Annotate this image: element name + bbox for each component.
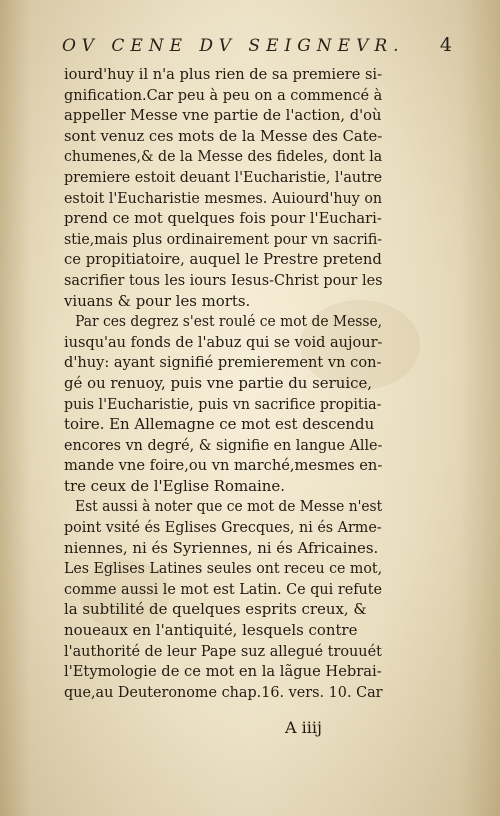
- text-line: niennes, ni és Syriennes, ni és Africaines.: [64, 538, 379, 557]
- text-line: point vsité és Eglises Grecques, ni és Arme-: [64, 518, 382, 537]
- text-line: l'Etymologie de ce mot en la lãgue Hebrai-: [64, 662, 382, 681]
- text-line: toire. En Allemagne ce mot est descendu: [64, 415, 375, 434]
- text-line: prend ce mot quelques fois pour l'Euchari-: [64, 209, 382, 228]
- text-line: mande vne foire,ou vn marché,mesmes en-: [64, 456, 383, 475]
- text-line: d'huy: ayant signifié premierement vn con-: [64, 353, 382, 372]
- text-line: stie,mais plus ordinairement pour vn sacrifi-: [64, 229, 383, 248]
- text-line: encores vn degré, & signifie en langue Alle-: [64, 435, 383, 454]
- page-footer: [285, 718, 415, 740]
- text-line: comme aussi le mot est Latin. Ce qui refute: [64, 579, 383, 598]
- text-line: sont venuz ces mots de la Messe des Cate-: [64, 126, 383, 145]
- page-number: 4: [439, 34, 452, 56]
- running-head-title: OV CENE DV SEIGNEVR.: [62, 36, 405, 56]
- text-line: iourd'huy il n'a plus rien de sa premiere si-: [64, 65, 383, 83]
- text-line: Est aussi à noter que ce mot de Messe n'est: [75, 497, 383, 516]
- text-line: chumenes,& de la Messe des fideles, dont la: [64, 147, 383, 166]
- text-line: la subtilité de quelques esprits creux, &: [64, 600, 367, 619]
- text-line: Les Eglises Latines seules ont receu ce mot,: [64, 559, 383, 578]
- text-line: l'authorité de leur Pape suz allegué trouuét: [64, 641, 382, 660]
- body-text: [64, 64, 384, 702]
- running-head: [62, 36, 452, 62]
- signature-mark: A iiij: [285, 718, 322, 737]
- text-line: appeller Messe vne partie de l'action, d'où: [64, 106, 382, 125]
- text-line: Par ces degrez s'est roulé ce mot de Messe,: [75, 312, 383, 331]
- text-line: que,au Deuteronome chap.16. vers. 10. Car: [64, 682, 383, 701]
- text-line: noueaux en l'antiquité, lesquels contre: [64, 621, 358, 640]
- text-line: premiere estoit deuant l'Eucharistie, l'autre: [64, 167, 383, 186]
- text-line: tre ceux de l'Eglise Romaine.: [64, 476, 285, 495]
- text-line: estoit l'Eucharistie mesmes. Auiourd'huy on: [64, 188, 383, 207]
- text-line: puis l'Eucharistie, puis vn sacrifice propitia-: [64, 394, 382, 413]
- text-line: viuans & pour les morts.: [64, 291, 251, 310]
- text-line: iusqu'au fonds de l'abuz qui se void aujour-: [64, 332, 383, 351]
- text-line: gnification.Car peu à peu on a commencé à: [64, 85, 383, 104]
- text-line: gé ou renuoy, puis vne partie du seruice,: [64, 373, 373, 392]
- text-line: sacrifier tous les iours Iesus-Christ pour les: [64, 270, 383, 289]
- text-line: ce propitiatoire, auquel le Prestre pretend: [64, 250, 382, 269]
